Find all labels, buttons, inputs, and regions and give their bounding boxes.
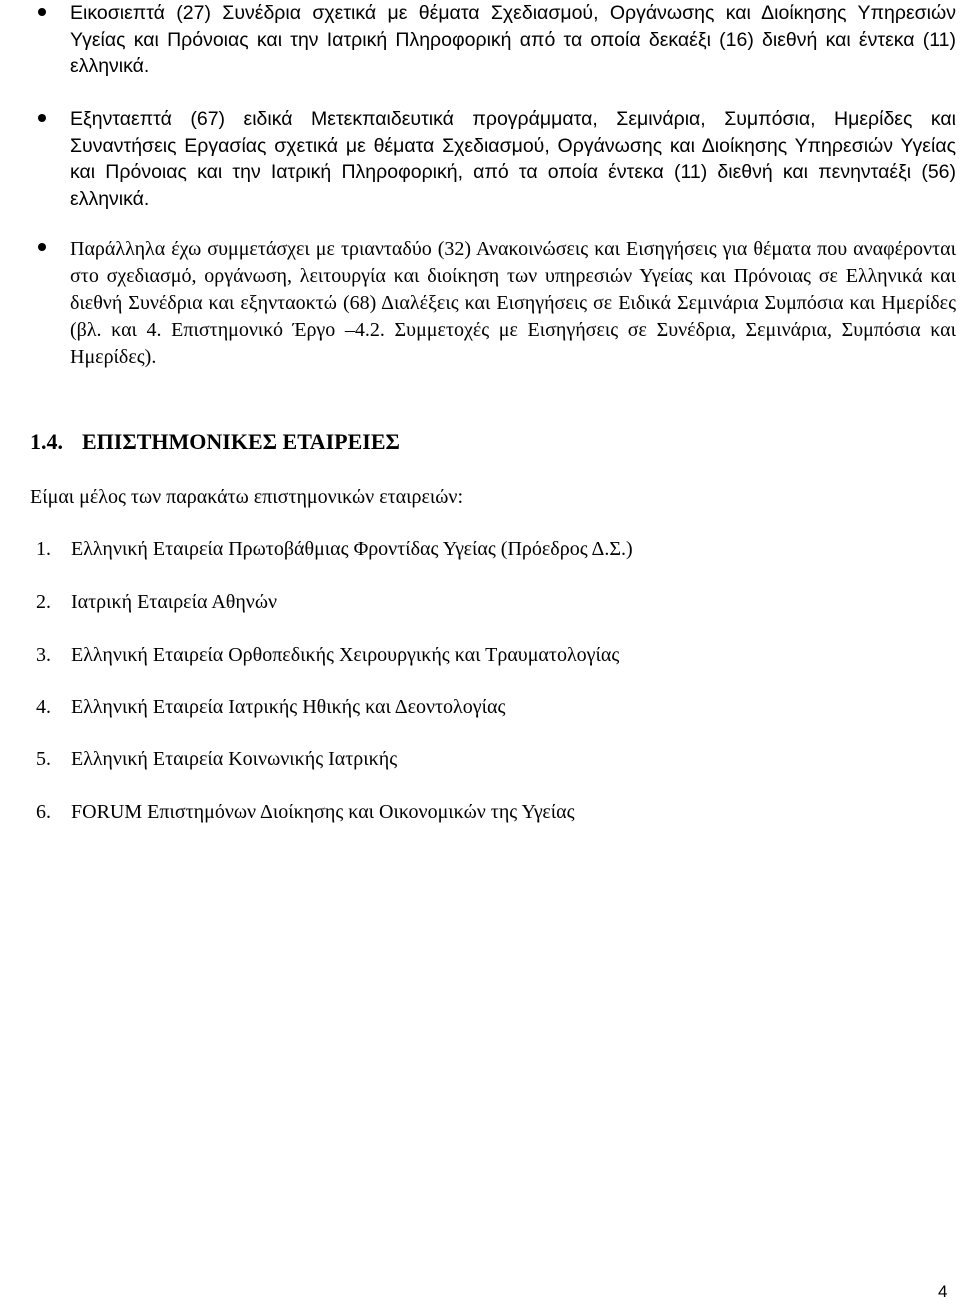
list-item-text: Ελληνική Εταιρεία Πρωτοβάθμιας Φροντίδας Υγείας (Πρόεδρος Δ.Σ.) xyxy=(71,538,633,560)
bullet-point xyxy=(38,243,46,251)
page-number: 4 xyxy=(938,1282,948,1301)
section-title: ΕΠΙΣΤΗΜΟΝΙΚΕΣ ΕΤΑΙΡΕΙΕΣ xyxy=(82,429,400,454)
list-item-number: 5. xyxy=(36,748,51,770)
list-item-text: FORUM Επιστημόνων Διοίκησης και Οικονομικών της Υγείας xyxy=(71,801,575,823)
bullet-point xyxy=(38,114,46,122)
bullet-paragraph-seminars: Εξηνταεπτά (67) ειδικά Μετεκπαιδευτικά προγράμματα, Σεμινάρια, Συμπόσια, Ημερίδες και Συναντήσεις Εργασίας σχετικά με θέματα Σχεδιασμού, Οργάνωσης και Διοίκησης Υπηρεσιών Υγείας και Πρόνοιας και την Ιατρική Πληροφορική, από τα οποία έντεκα (11) διεθνή και πενηνταέξι (56) ελληνικά. xyxy=(70,108,956,210)
list-item-text: Ελληνική Εταιρεία Ιατρικής Ηθικής και Δεοντολογίας xyxy=(71,696,506,718)
list-item-number: 3. xyxy=(36,644,51,666)
section-intro: Είμαι μέλος των παρακάτω επιστημονικών εταιρειών: xyxy=(30,486,464,508)
list-item xyxy=(36,746,397,772)
list-item-number: 2. xyxy=(36,591,51,613)
list-item xyxy=(36,536,633,562)
list-item-text: Ελληνική Εταιρεία Ορθοπεδικής Χειρουργικής και Τραυματολογίας xyxy=(71,644,620,666)
section-heading xyxy=(30,428,400,456)
list-item xyxy=(36,642,619,668)
list-item xyxy=(36,589,277,615)
list-item-number: 6. xyxy=(36,801,51,823)
list-item-number: 4. xyxy=(36,696,51,718)
bullet-paragraph-conferences: Εικοσιεπτά (27) Συνέδρια σχετικά με θέματα Σχεδιασμού, Οργάνωσης και Διοίκησης Υπηρεσιών Υγείας και Πρόνοιας και την Ιατρική Πληροφορική από τα οποία δεκαέξι (16) διεθνή και έντεκα (11) ελληνικά. xyxy=(70,2,956,77)
section-number: 1.4. xyxy=(30,429,63,454)
list-item-text: Ιατρική Εταιρεία Αθηνών xyxy=(71,591,278,613)
list-item-number: 1. xyxy=(36,538,51,560)
list-item xyxy=(36,694,505,720)
list-item xyxy=(36,799,575,825)
bullet-point xyxy=(38,8,46,16)
list-item-text: Ελληνική Εταιρεία Κοινωνικής Ιατρικής xyxy=(71,748,398,770)
bullet-paragraph-presentations: Παράλληλα έχω συμμετάσχει με τριανταδύο (32) Ανακοινώσεις και Εισηγήσεις για θέματα που αναφέρονται στο σχεδιασμό, οργάνωση, λειτουργία και διοίκηση των υπηρεσιών Υγείας και Πρόνοιας σε Ελληνικά και διεθνή Συνέδρια και εξηνταοκτώ (68) Διαλέξεις και Εισηγήσεις σε Ειδικά Σεμινάρια Συμπόσια και Ημερίδες (βλ. και 4. Επιστημονικό Έργο –4.2. Συμμετοχές με Εισηγήσεις σε Συνέδρια, Σεμινάρια, Συμπόσια και Ημερίδες). xyxy=(70,238,956,368)
